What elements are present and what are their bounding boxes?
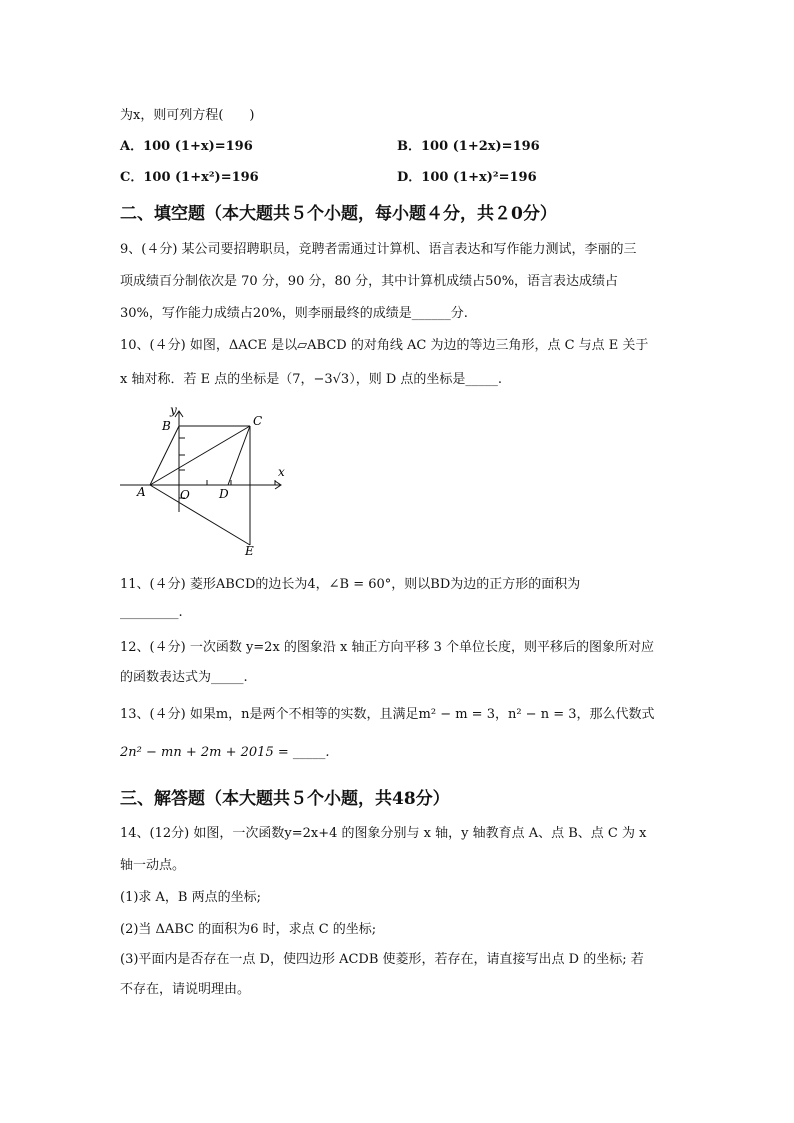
label-A: A (137, 485, 146, 499)
label-D: D (219, 487, 229, 501)
q14-part-3-line-1: (3)平面内是否存在一点 D，使四边形 ACDB 使菱形，若存在，请直接写出点 D 的坐标; 若 (120, 952, 644, 967)
q8-option-d: D．100 (1+x)²=196 (397, 170, 537, 185)
q10-line-2: x 轴对称．若 E 点的坐标是（7，−3√3），则 D 点的坐标是_____. (120, 372, 503, 387)
q14-part-3-line-2: 不存在，请说明理由。 (120, 982, 251, 997)
label-B: B (162, 419, 171, 433)
q11-line-1: 11、(４分) 菱形ABCD的边长为4，∠B = 60°，则以BD为边的正方形的面积为 (120, 577, 581, 592)
q13-line-2: 2n² − mn + 2m + 2015 = _____. (120, 745, 330, 760)
q8-stem-tail: 为x，则可列方程( ) (120, 108, 255, 123)
q13-line-1: 13、(４分) 如果m，n是两个不相等的实数，且满足m² − m = 3，n² − n = 3，那么代数式 (120, 707, 655, 722)
segment-CD (228, 426, 250, 485)
label-x: x (278, 465, 285, 479)
q12-line-2: 的函数表达式为_____. (120, 670, 248, 685)
section-3-heading: 三、解答题（本大题共５个小题，共48分） (120, 789, 450, 809)
q8-option-b: B．100 (1+2x)=196 (397, 139, 540, 154)
label-O: O (180, 488, 190, 502)
q12-line-1: 12、(４分) 一次函数 y=2x 的图象沿 x 轴正方向平移 3 个单位长度，则平移后的图象所对应 (120, 640, 655, 655)
segment-AE (150, 485, 250, 545)
q14-line-2: 轴一动点。 (120, 858, 186, 873)
q9-line-3: 30%，写作能力成绩占20%，则李丽最终的成绩是______分. (120, 306, 468, 321)
q9-line-2: 项成绩百分制依次是 70 分，90 分，80 分，其中计算机成绩占50%，语言表达成绩占 (120, 274, 619, 289)
label-y: y (170, 403, 177, 417)
q11-line-2: _________. (120, 605, 183, 620)
q14-part-1: (1)求 A，B 两点的坐标; (120, 890, 262, 905)
q10-line-1: 10、(４分) 如图，ΔACE 是以▱ABCD 的对角线 AC 为边的等边三角形，点 C 与点 E 关于 (120, 338, 649, 353)
q10-figure (115, 400, 295, 560)
q9-line-1: 9、(４分) 某公司要招聘职员，竞聘者需通过计算机、语言表达和写作能力测试，李丽的三 (120, 242, 637, 257)
section-2-heading: 二、填空题（本大题共５个小题，每小题４分，共２0分） (120, 204, 557, 224)
q14-line-1: 14、(12分) 如图，一次函数y=2x+4 的图象分别与 x 轴，y 轴教育点 A、点 B、点 C 为 x (120, 826, 647, 841)
label-E: E (245, 544, 254, 558)
q14-part-2: (2)当 ΔABC 的面积为6 时，求点 C 的坐标; (120, 922, 377, 937)
q8-option-a: A．100 (1+x)=196 (120, 139, 253, 154)
q8-option-c: C．100 (1+x²)=196 (120, 170, 259, 185)
label-C: C (253, 414, 263, 428)
